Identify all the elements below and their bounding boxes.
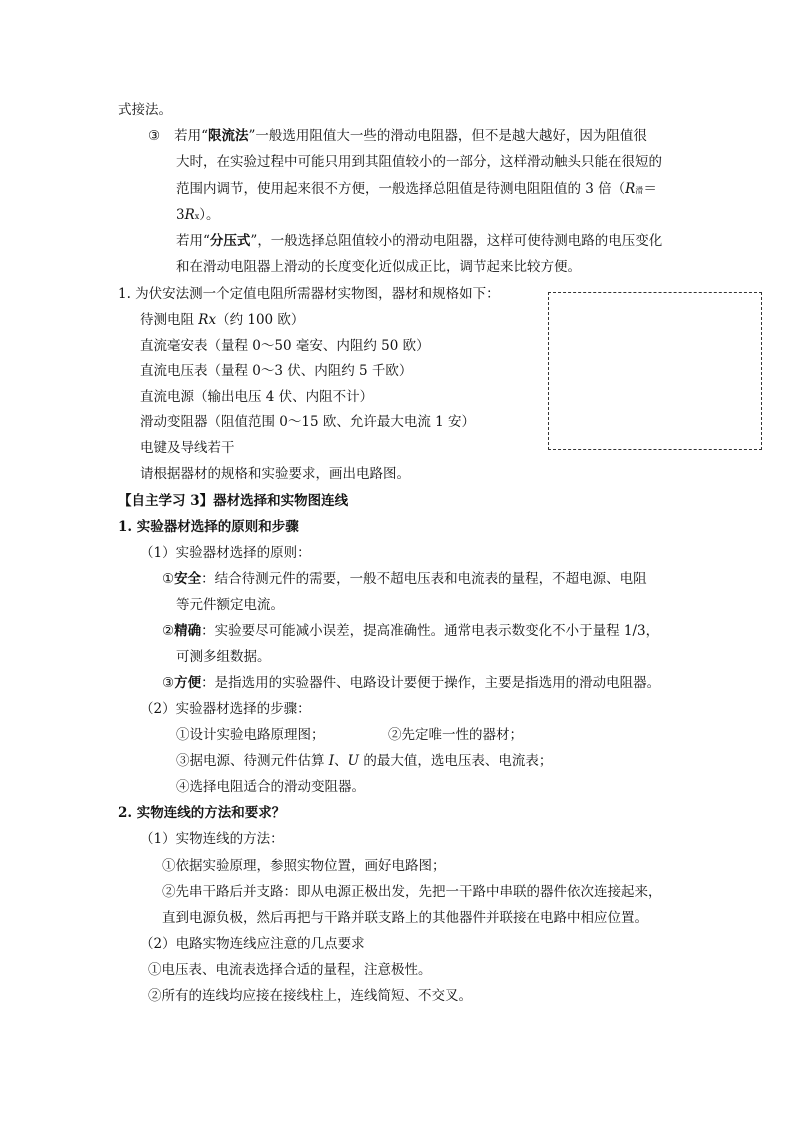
item-switch: 电键及导线若干 <box>140 440 235 456</box>
requirements-heading: （2）电路实物连线应注意的几点要求 <box>140 936 365 952</box>
principle-safety <box>162 570 647 588</box>
step-3-rest: 的最大值，选电压表、电流表； <box>359 753 553 769</box>
item-3-lead: 若用 <box>174 128 202 144</box>
step-3 <box>176 752 552 770</box>
problem-task: 请根据器材的规格和实验要求，画出电路图。 <box>140 466 410 482</box>
intro-line-5 <box>176 206 220 226</box>
line-6-close-quote: ” <box>250 233 258 249</box>
r-symbol: R <box>625 181 636 197</box>
item-3-close-quote: ” <box>248 128 256 144</box>
rx-name: Rx <box>198 312 217 328</box>
steps-heading: （2）实验器材选择的步骤： <box>140 701 311 717</box>
safety-term: 安全 <box>174 571 202 587</box>
methods-heading: （1）实物连线的方法： <box>140 831 284 847</box>
item-resistor <box>140 311 304 329</box>
precision-term: 精确 <box>174 623 202 639</box>
convenience-text: ：是指选用的实验器件、电路设计要便于操作，主要是指选用的滑动电阻器。 <box>201 675 661 691</box>
circuit-drawing-area <box>548 292 762 450</box>
equals-sign: ＝ <box>643 181 657 197</box>
section-1-title: 1. 实验器材选择的原则和步骤 <box>118 519 299 535</box>
item-3-rest: 一般选用阻值大一些的滑动电阻器，但不是越大越好，因为阻值很 <box>255 128 647 144</box>
intro-line-3: 大时，在实验过程中可能只用到其阻值较小的一部分，这样滑动触头只能在很短的 <box>176 154 662 170</box>
method-2: ②先串干路后并支路：即从电源正极出发，先把一干路中串联的器件依次连接起来， <box>162 884 662 900</box>
intro-line-1: 式接法。 <box>118 102 172 118</box>
r-subscript: 滑 <box>635 186 644 195</box>
line-6-rest: ，一般选择总阻值较小的滑动电阻器，这样可使待测电路的电压变化 <box>257 233 663 249</box>
safety-marker: ① <box>162 571 175 587</box>
resistor-label: 待测电阻 <box>140 312 199 328</box>
step-3-sep: 、 <box>334 753 348 769</box>
item-rheostat: 滑动变阻器（阻值范围 0～15 欧、允许最大电流 1 安） <box>140 414 476 430</box>
study3-heading: 【自主学习 3】器材选择和实物图连线 <box>118 493 349 509</box>
item-3-marker: ③ <box>148 128 161 144</box>
item-3-bold-term: 限流法 <box>208 128 249 144</box>
rx-symbol: R <box>184 207 195 223</box>
section-2-title: 2. 实物连线的方法和要求？ <box>118 805 286 821</box>
step-2: ②先定唯一性的器材； <box>388 727 523 743</box>
problem-title: 1. 为伏安法测一个定值电阻所需器材实物图，器材和规格如下： <box>118 286 500 302</box>
precision-marker: ② <box>162 623 175 639</box>
item-voltmeter: 直流电压表（量程 0～3 伏、内阻约 5 千欧） <box>140 363 413 379</box>
item-source: 直流电源（输出电压 4 伏、内阻不计） <box>140 389 374 405</box>
safety-text: ：结合待测元件的需要，一般不超电压表和电流表的量程，不超电源、电阻 <box>201 571 647 587</box>
precision-text: ：实验要尽可能减小误差，提高准确性。通常电表示数变化不小于量程 1/3， <box>201 623 660 639</box>
intro-line-5-end: ）。 <box>199 207 220 223</box>
rx-subscript: x <box>194 212 200 221</box>
method-1: ①依据实验原理，参照实物位置，画好电路图； <box>162 858 446 874</box>
step-3-lead: ③据电源、待测元件估算 <box>176 753 329 769</box>
precision-text-cont: 可测多组数据。 <box>176 649 271 665</box>
voltage-symbol: U <box>347 753 360 769</box>
resistor-spec: （约 100 欧） <box>216 312 305 328</box>
current-symbol: I <box>328 753 335 769</box>
line-6-open-quote: “ <box>203 233 210 249</box>
method-2-cont: 直到电源负极，然后再把与干路并联支路上的其他器件并联接在电路中相应位置。 <box>162 910 648 926</box>
requirement-2: ②所有的连线均应接在接线柱上，连线简短、不交叉。 <box>148 988 472 1004</box>
requirement-1: ①电压表、电流表选择合适的量程，注意极性。 <box>148 962 432 978</box>
item-ammeter: 直流毫安表（量程 0～50 毫安、内阻约 50 欧） <box>140 338 430 354</box>
principle-precision <box>162 622 659 640</box>
intro-line-6 <box>176 232 662 250</box>
principle-convenience <box>162 674 660 692</box>
intro-line-4-text: 范围内调节，使用起来很不方便，一般选择总阻值是待测电阻阻值的 3 倍（ <box>176 181 626 197</box>
principles-heading: （1）实验器材选择的原则： <box>140 545 311 561</box>
intro-line-4 <box>176 180 657 200</box>
coef: 3 <box>176 207 185 223</box>
line-6-bold-term: 分压式 <box>209 233 251 249</box>
convenience-marker: ③ <box>162 675 175 691</box>
item-3-open-quote: “ <box>201 128 209 144</box>
intro-item-3 <box>148 127 647 145</box>
step-1: ①设计实验电路原理图； <box>176 727 325 743</box>
intro-line-7: 和在滑动电阻器上滑动的长度变化近似成正比，调节起来比较方便。 <box>176 259 581 275</box>
line-6-lead: 若用 <box>176 233 203 249</box>
step-4: ④选择电阻适合的滑动变阻器。 <box>176 779 365 795</box>
convenience-term: 方便 <box>174 675 202 691</box>
safety-text-cont: 等元件额定电流。 <box>176 597 284 613</box>
